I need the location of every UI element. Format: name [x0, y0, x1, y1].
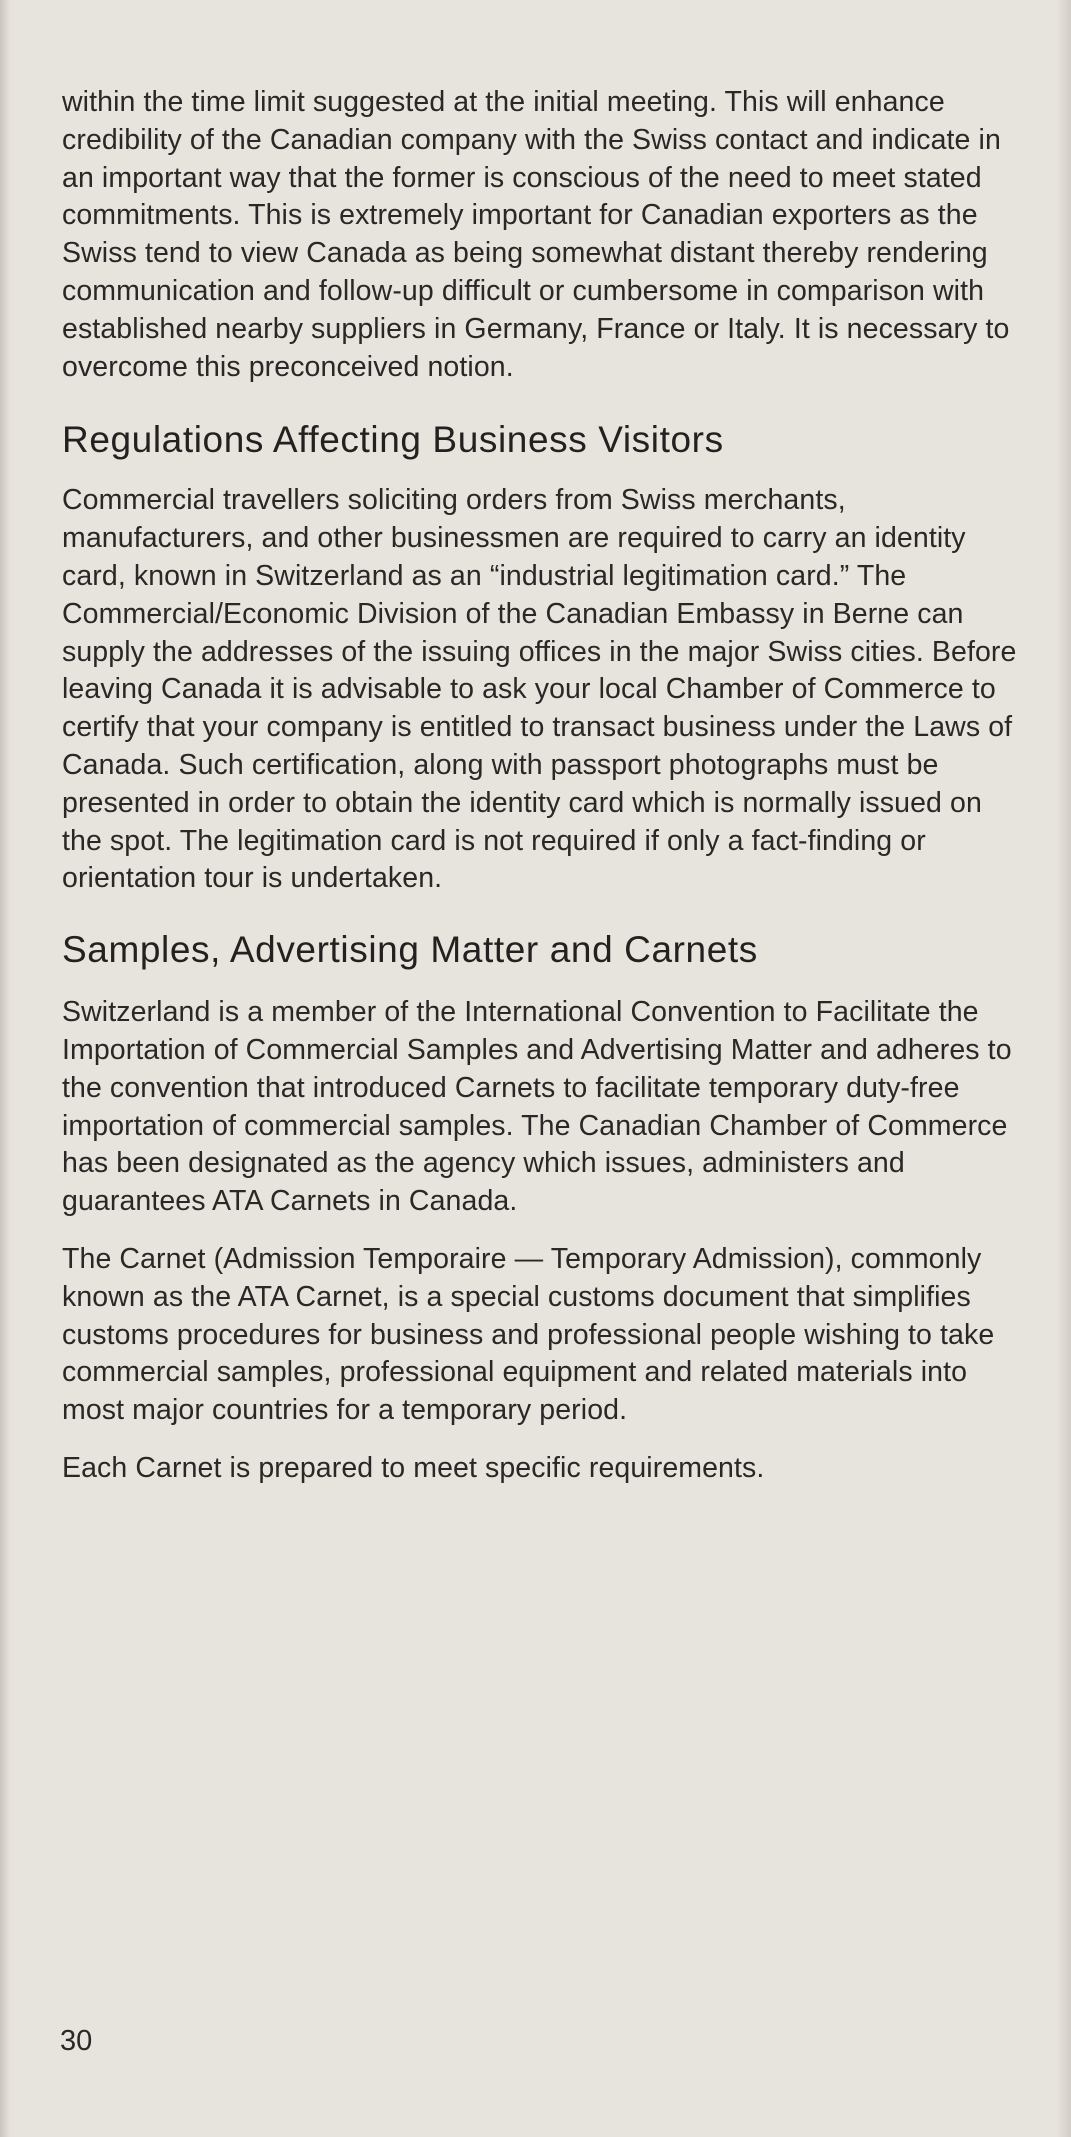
- page-edge-right: [1057, 0, 1071, 2137]
- samples-paragraph-convention: Switzerland is a member of the International Convention to Facilitate the Importation of Commercial Samples and Advertising Matter and adheres to the convention that introduced Carnets to facilitate temporary duty-free importation of commercial samples. The Canadian Chamber of Commerce has been designated as the agency which issues, administers and guarantees ATA Carnets in Canada.: [62, 996, 1012, 1218]
- section-heading-regulations: Regulations Affecting Business Visitors: [62, 419, 724, 461]
- page-edge-left: [0, 0, 10, 2137]
- page-content: [62, 84, 1022, 1488]
- regulations-paragraph: Commercial travellers soliciting orders from Swiss merchants, manufacturers, and other businessmen are required to carry an identity card, known in Switzerland as an “industrial legitimation card.” The Commercial/Economic Division of the Canadian Embassy in Berne can supply the addresses of the issuing offices in the major Swiss cities. Before leaving Canada it is advisable to ask your local Chamber of Commerce to certify that your company is entitled to transact business under the Laws of Canada. Such certification, along with passport photographs must be presented in order to obtain the identity card which is normally issued on the spot. The legitimation card is not required if only a fact-finding or orientation tour is undertaken.: [62, 484, 1017, 895]
- section-heading-samples: Samples, Advertising Matter and Carnets: [62, 929, 758, 971]
- samples-paragraph-carnet-definition: The Carnet (Admission Temporaire — Temporary Admission), commonly known as the ATA Carnet, is a special customs document that simplifies customs procedures for business and professional people wishing to take commercial samples, professional equipment and related materials into most major countries for a temporary period.: [62, 1242, 995, 1427]
- page-number: 30: [60, 2025, 93, 2057]
- samples-paragraph-requirements: Each Carnet is prepared to meet specific requirements.: [62, 1451, 765, 1484]
- intro-paragraph: within the time limit suggested at the initial meeting. This will enhance credibility of the Canadian company with the Swiss contact and indicate in an important way that the former is conscious of the need to meet stated commitments. This is extremely important for Canadian exporters as the Swiss tend to view Canada as being somewhat distant thereby rendering communication and follow-up difficult or cumbersome in comparison with established nearby suppliers in Germany, France or Italy. It is necessary to overcome this preconceived notion.: [62, 86, 1010, 383]
